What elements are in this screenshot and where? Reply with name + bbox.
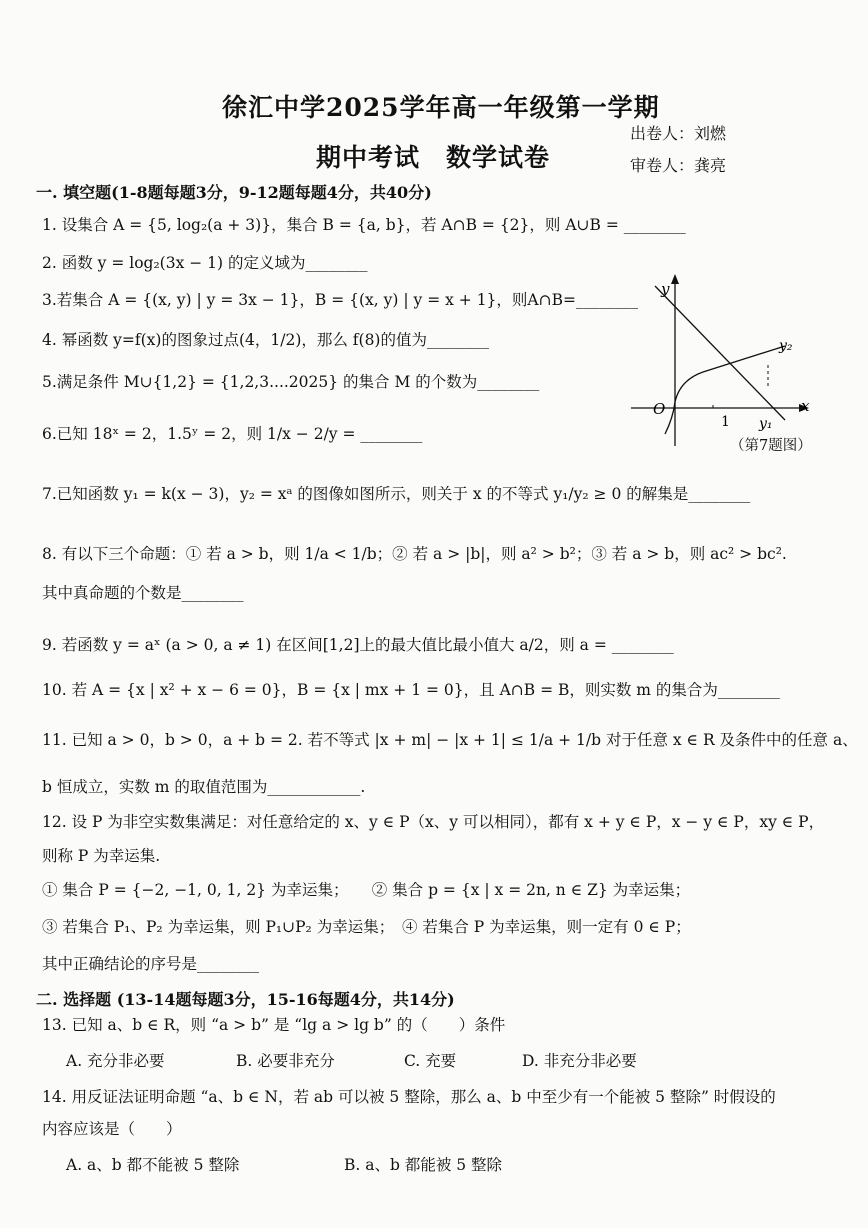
question-7-figure (625, 268, 825, 458)
y-axis-arrow-icon (671, 274, 679, 284)
question-12-line2: 则称 P 为幸运集. (42, 847, 161, 865)
question-5: 5.满足条件 M∪{1,2} = {1,2,3....2025} 的集合 M 的个数为________ (42, 373, 540, 391)
question-1: 1. 设集合 A = {5, log₂(a + 3)}，集合 B = {a, b}，若 A∩B = {2}，则 A∪B = ________ (42, 216, 686, 234)
question-9: 9. 若函数 y = aˣ (a > 0, a ≠ 1) 在区间[1,2]上的最大值比最小值大 a/2，则 a = ________ (42, 636, 674, 654)
question-12-line1: 12. 设 P 为非空实数集满足：对任意给定的 x、y ∈ P（x、y 可以相同），都有 x + y ∈ P，x − y ∈ P，xy ∈ P， (42, 813, 825, 831)
y2-label: y₂ (779, 338, 793, 354)
tick-one-label: 1 (721, 414, 730, 430)
question-8-statements: 8. 有以下三个命题：① 若 a > b，则 1/a < 1/b；② 若 a > |b|，则 a² > b²；③ 若 a > b，则 ac² > bc². (42, 545, 787, 563)
question-12-item-1-2: ① 集合 P = {−2, −1, 0, 1, 2} 为幸运集； ② 集合 p = {x | x = 2n, n ∈ Z} 为幸运集； (42, 881, 691, 899)
question-13-option-a: A. 充分非必要 (66, 1052, 165, 1070)
reviewer-label: 审卷人：龚亮 (630, 156, 727, 175)
y-axis-label: y (661, 280, 670, 298)
origin-label: O (653, 400, 666, 418)
question-13-option-b: B. 必要非充分 (236, 1052, 335, 1070)
question-12-prompt: 其中正确结论的序号是________ (42, 955, 260, 973)
question-13: 13. 已知 a、b ∈ R，则 “a > b” 是 “lg a > lg b” 的（ ）条件 (42, 1016, 506, 1034)
y1-label: y₁ (759, 416, 773, 432)
question-12-item-3-4: ③ 若集合 P₁、P₂ 为幸运集，则 P₁∪P₂ 为幸运集； ④ 若集合 P 为幸运集，则一定有 0 ∈ P； (42, 918, 691, 936)
exam-title: 徐汇中学2025学年高一年级第一学期 (222, 93, 660, 122)
setter-label: 出卷人：刘燃 (630, 124, 727, 143)
question-13-option-c: C. 充要 (404, 1052, 457, 1070)
x-axis-label: x (801, 397, 810, 415)
question-3: 3.若集合 A = {(x, y) | y = 3x − 1}，B = {(x, y) | y = x + 1}，则A∩B=________ (42, 291, 638, 309)
question-14-option-a: A. a、b 都不能被 5 整除 (66, 1156, 240, 1174)
question-11-line2: b 恒成立，实数 m 的取值范围为____________. (42, 778, 366, 796)
question-7: 7.已知函数 y₁ = k(x − 3)，y₂ = xᵃ 的图像如图所示，则关于 x 的不等式 y₁/y₂ ≥ 0 的解集是________ (42, 485, 751, 503)
question-6: 6.已知 18ˣ = 2，1.5ʸ = 2，则 1/x − 2/y = ________ (42, 425, 423, 443)
question-14-option-b: B. a、b 都能被 5 整除 (344, 1156, 503, 1174)
figure-caption: （第7题图） (730, 438, 812, 454)
section-2-heading: 二. 选择题 (13-14题每题3分，15-16每题4分，共14分) (36, 990, 455, 1009)
question-4: 4. 幂函数 y=f(x)的图象过点(4，1/2)，那么 f(8)的值为________ (42, 331, 489, 349)
exam-subtitle: 期中考试 数学试卷 (316, 143, 551, 172)
question-13-option-d: D. 非充分非必要 (522, 1052, 637, 1070)
question-14-line1: 14. 用反证法证明命题 “a、b ∈ N，若 ab 可以被 5 整除，那么 a、b 中至少有一个能被 5 整除” 时假设的 (42, 1088, 776, 1106)
question-2: 2. 函数 y = log₂(3x − 1) 的定义域为________ (42, 254, 368, 272)
question-8-prompt: 其中真命题的个数是________ (42, 584, 244, 602)
question-14-line2: 内容应该是（ ） (42, 1120, 182, 1138)
section-1-heading: 一. 填空题(1-8题每题3分，9-12题每题4分，共40分) (36, 183, 432, 202)
question-10: 10. 若 A = {x | x² + x − 6 = 0}，B = {x | mx + 1 = 0}，且 A∩B = B，则实数 m 的集合为________ (42, 681, 780, 699)
question-11-line1: 11. 已知 a > 0，b > 0，a + b = 2. 若不等式 |x + m| − |x + 1| ≤ 1/a + 1/b 对于任意 x ∈ R 及条件中的任意 a、 (42, 731, 858, 749)
